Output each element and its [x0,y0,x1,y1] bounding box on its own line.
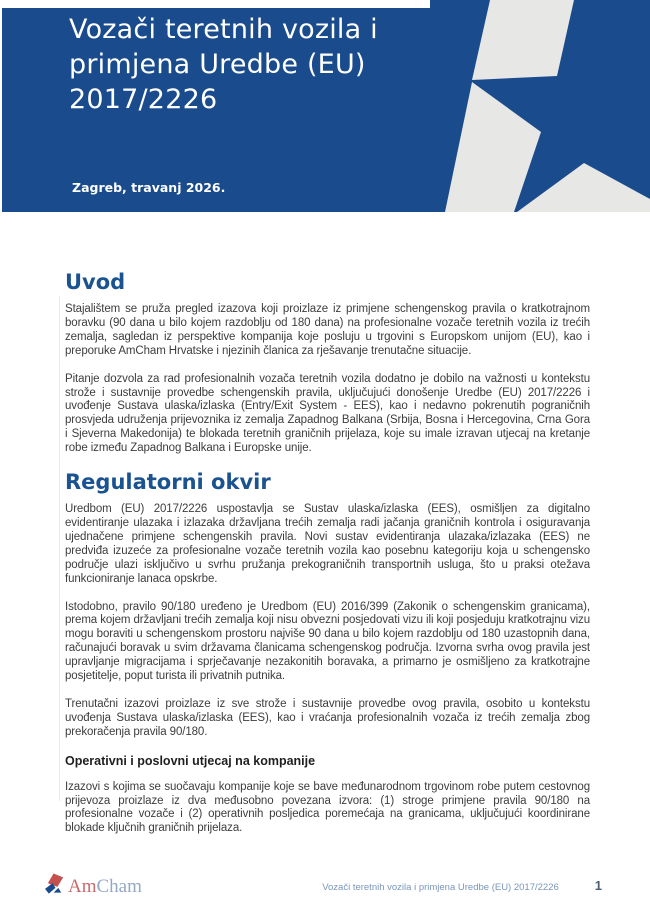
report-body [0,212,650,850]
paragraph-regulatorni-3: Trenutačni izazovi proizlaze iz sve strože i sustavnije provedbe ovog pravila, osobito u kontekstu uvođenja Sustava ulaska/izlaska (EES), kao i vraćanja profesionalnih vozača iz trećih zemalja zbog prekoračenja pravila 90/180. [65,697,590,738]
amcham-logo-text-am: Am [68,876,97,897]
report-title-line: 2017/2226 [69,84,218,115]
page-footer [45,873,602,897]
amcham-logo-text-cham: Cham [96,876,142,897]
subsection-heading-operativni: Operativni i poslovni utjecaj na kompanije [65,753,316,768]
paragraph-uvod-1: Stajalištem se pruža pregled izazova koji proizlaze iz primjene schengenskog pravila o kratkotrajnom boravku (90 dana u bilo kojem razdoblju od 180 dana) na profesionalne vozače teretnih vozila iz trećih zemalja, sagledan iz perspektive kompanija koje posluju u trgovini s Europskom unijom (EU), kao i preporuke AmCham Hrvatske i njezinih članica za rješavanje trenutačne situacije. [65,303,590,357]
amcham-star-icon [45,873,66,897]
report-date: Zagreb, travanj 2026. [72,180,226,195]
footer-right [322,878,602,897]
section-heading-uvod: Uvod [65,270,126,294]
paragraph-operativni-1: Izazovi s kojima se suočavaju kompanije koje se bave međunarodnom trgovinom robe putem cestovnog prijevoza proizlaze iz dva međusobno povezana izvora: (1) stroge primjene pravila 90/180 na profesionalne vozače i (2) operativnih posljedica poremećaja na granicama, uključujući koordinirane blokade ključnih graničnih prijelaza. [65,780,590,835]
footer-doc-title: Vozači teretnih vozila i primjena Uredbe (EU) 2017/2226 [322,882,559,893]
report-title-line: Vozači teretnih vozila i [69,14,378,45]
paragraph-uvod-2: Pitanje dozvola za rad profesionalnih vozača teretnih vozila dodatno je dobilo na važnosti u kontekstu strože i sustavnije provedbe schengenskih pravila, uključujući donošenje Uredbe (EU) 2017/2226 i uvođenje Sustava ulaska/izlaska (Entry/Exit System - EES), kao i nedavno pokrenutih pograničnih prosvjeda udruženja prijevoznika iz zemalja Zapadnog Balkana (Srbija, Bosna i Hercegovina, Crna Gora i Sjeverna Makedonija) te blokada teretnih graničnih prijelaza, koje su imale izravan utjecaj na kretanje robe između Zapadnog Balkana i Europske unije. [65,372,590,455]
footer-page-number: 1 [594,878,602,893]
header-star-icon [430,0,650,212]
paragraph-regulatorni-2: Istodobno, pravilo 90/180 uređeno je Uredbom (EU) 2016/399 (Zakonik o schengenskim granicama), prema kojem državljani trećih zemalja koji nisu obvezni posjedovati vizu ili koji posjeduju kratkotrajnu vizu mogu boraviti u schengenskom prostoru najviše 90 dana u bilo kojem razdoblju od 180 uzastopnih dana, računajući boravak u svim državama članicama schengenskog područja. Izvorna svrha ovog pravila jest upravljanje migracijama i sprječavanje nezakonitih boravaka, a primarno je osmišljeno za kratkotrajne posjetitelje, poput turista ili privatnih putnika. [65,600,590,683]
amcham-logo [45,873,142,897]
report-title [69,12,378,117]
report-title-line: primjena Uredbe (EU) [69,49,366,80]
paragraph-regulatorni-1: Uredbom (EU) 2017/2226 uspostavlja se Sustav ulaska/izlaska (EES), osmišljen za digitalno evidentiranje ulazaka i izlazaka državljana trećih zemalja radi jačanja graničnih kontrola i osiguravanja ujednačene primjene schengenskih pravila. Novi sustav evidentiranja ulazaka/izlazaka (EES) ne predviđa izuzeće za profesionalne vozače teretnih vozila kao posebnu kategoriju koja u schengensko područje ulazi isključivo u svrhu pružanja prekograničnih transportnih usluga, što u praksi otežava funkcioniranje lanaca opskrbe. [65,503,590,585]
section-heading-regulatorni: Regulatorni okvir [65,470,271,495]
